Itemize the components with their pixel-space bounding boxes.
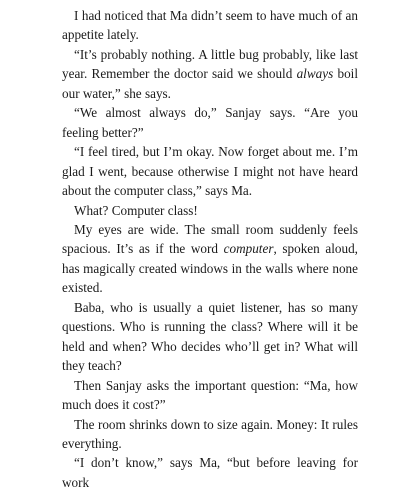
paragraph [62, 298, 358, 376]
text-run: boil our water,” she says. [62, 66, 358, 101]
text-run: “It’s probably nothing. A little bug probably, like last year. Remember the doctor said we should [62, 46, 358, 82]
paragraph [62, 142, 358, 200]
text-run: The room shrinks down to size again. Money: It rules everything. [62, 416, 358, 451]
text-run: I had noticed that Ma didn’t seem to have much of an appetite lately. [62, 8, 358, 43]
paragraph [62, 376, 358, 415]
text-run: “I don’t know,” says Ma, “but before leaving for work [62, 455, 358, 490]
text-run: “We almost always do,” Sanjay says. “Are you feeling better?” [62, 105, 358, 140]
italic-text-run: always [296, 66, 334, 82]
paragraph [62, 201, 358, 220]
text-run: What? Computer class! [74, 202, 198, 218]
paragraph-cut-off [62, 453, 358, 490]
paragraph [62, 45, 358, 103]
italic-text-run: computer [223, 241, 274, 257]
paragraph [62, 415, 358, 454]
paragraph [62, 6, 358, 45]
text-run: Then Sanjay asks the important question: “Ma, how much does it cost?” [62, 377, 358, 413]
paragraph [62, 103, 358, 142]
body-text [62, 6, 358, 490]
text-run: My eyes are wide. The small room suddenly feels spacious. It’s as if the word [62, 221, 358, 257]
text-run: , spoken aloud, has magically created windows in the walls where none existed. [62, 241, 358, 296]
paragraph [62, 220, 358, 298]
text-run: Baba, who is usually a quiet listener, has so many questions. Who is running the class? Where will it be held and when? Who decides who’ll get in? What will they teach? [62, 299, 358, 374]
text-run: “I feel tired, but I’m okay. Now forget about me. I’m glad I went, because otherwise I might not have heard about the computer class,” says Ma. [62, 144, 358, 199]
